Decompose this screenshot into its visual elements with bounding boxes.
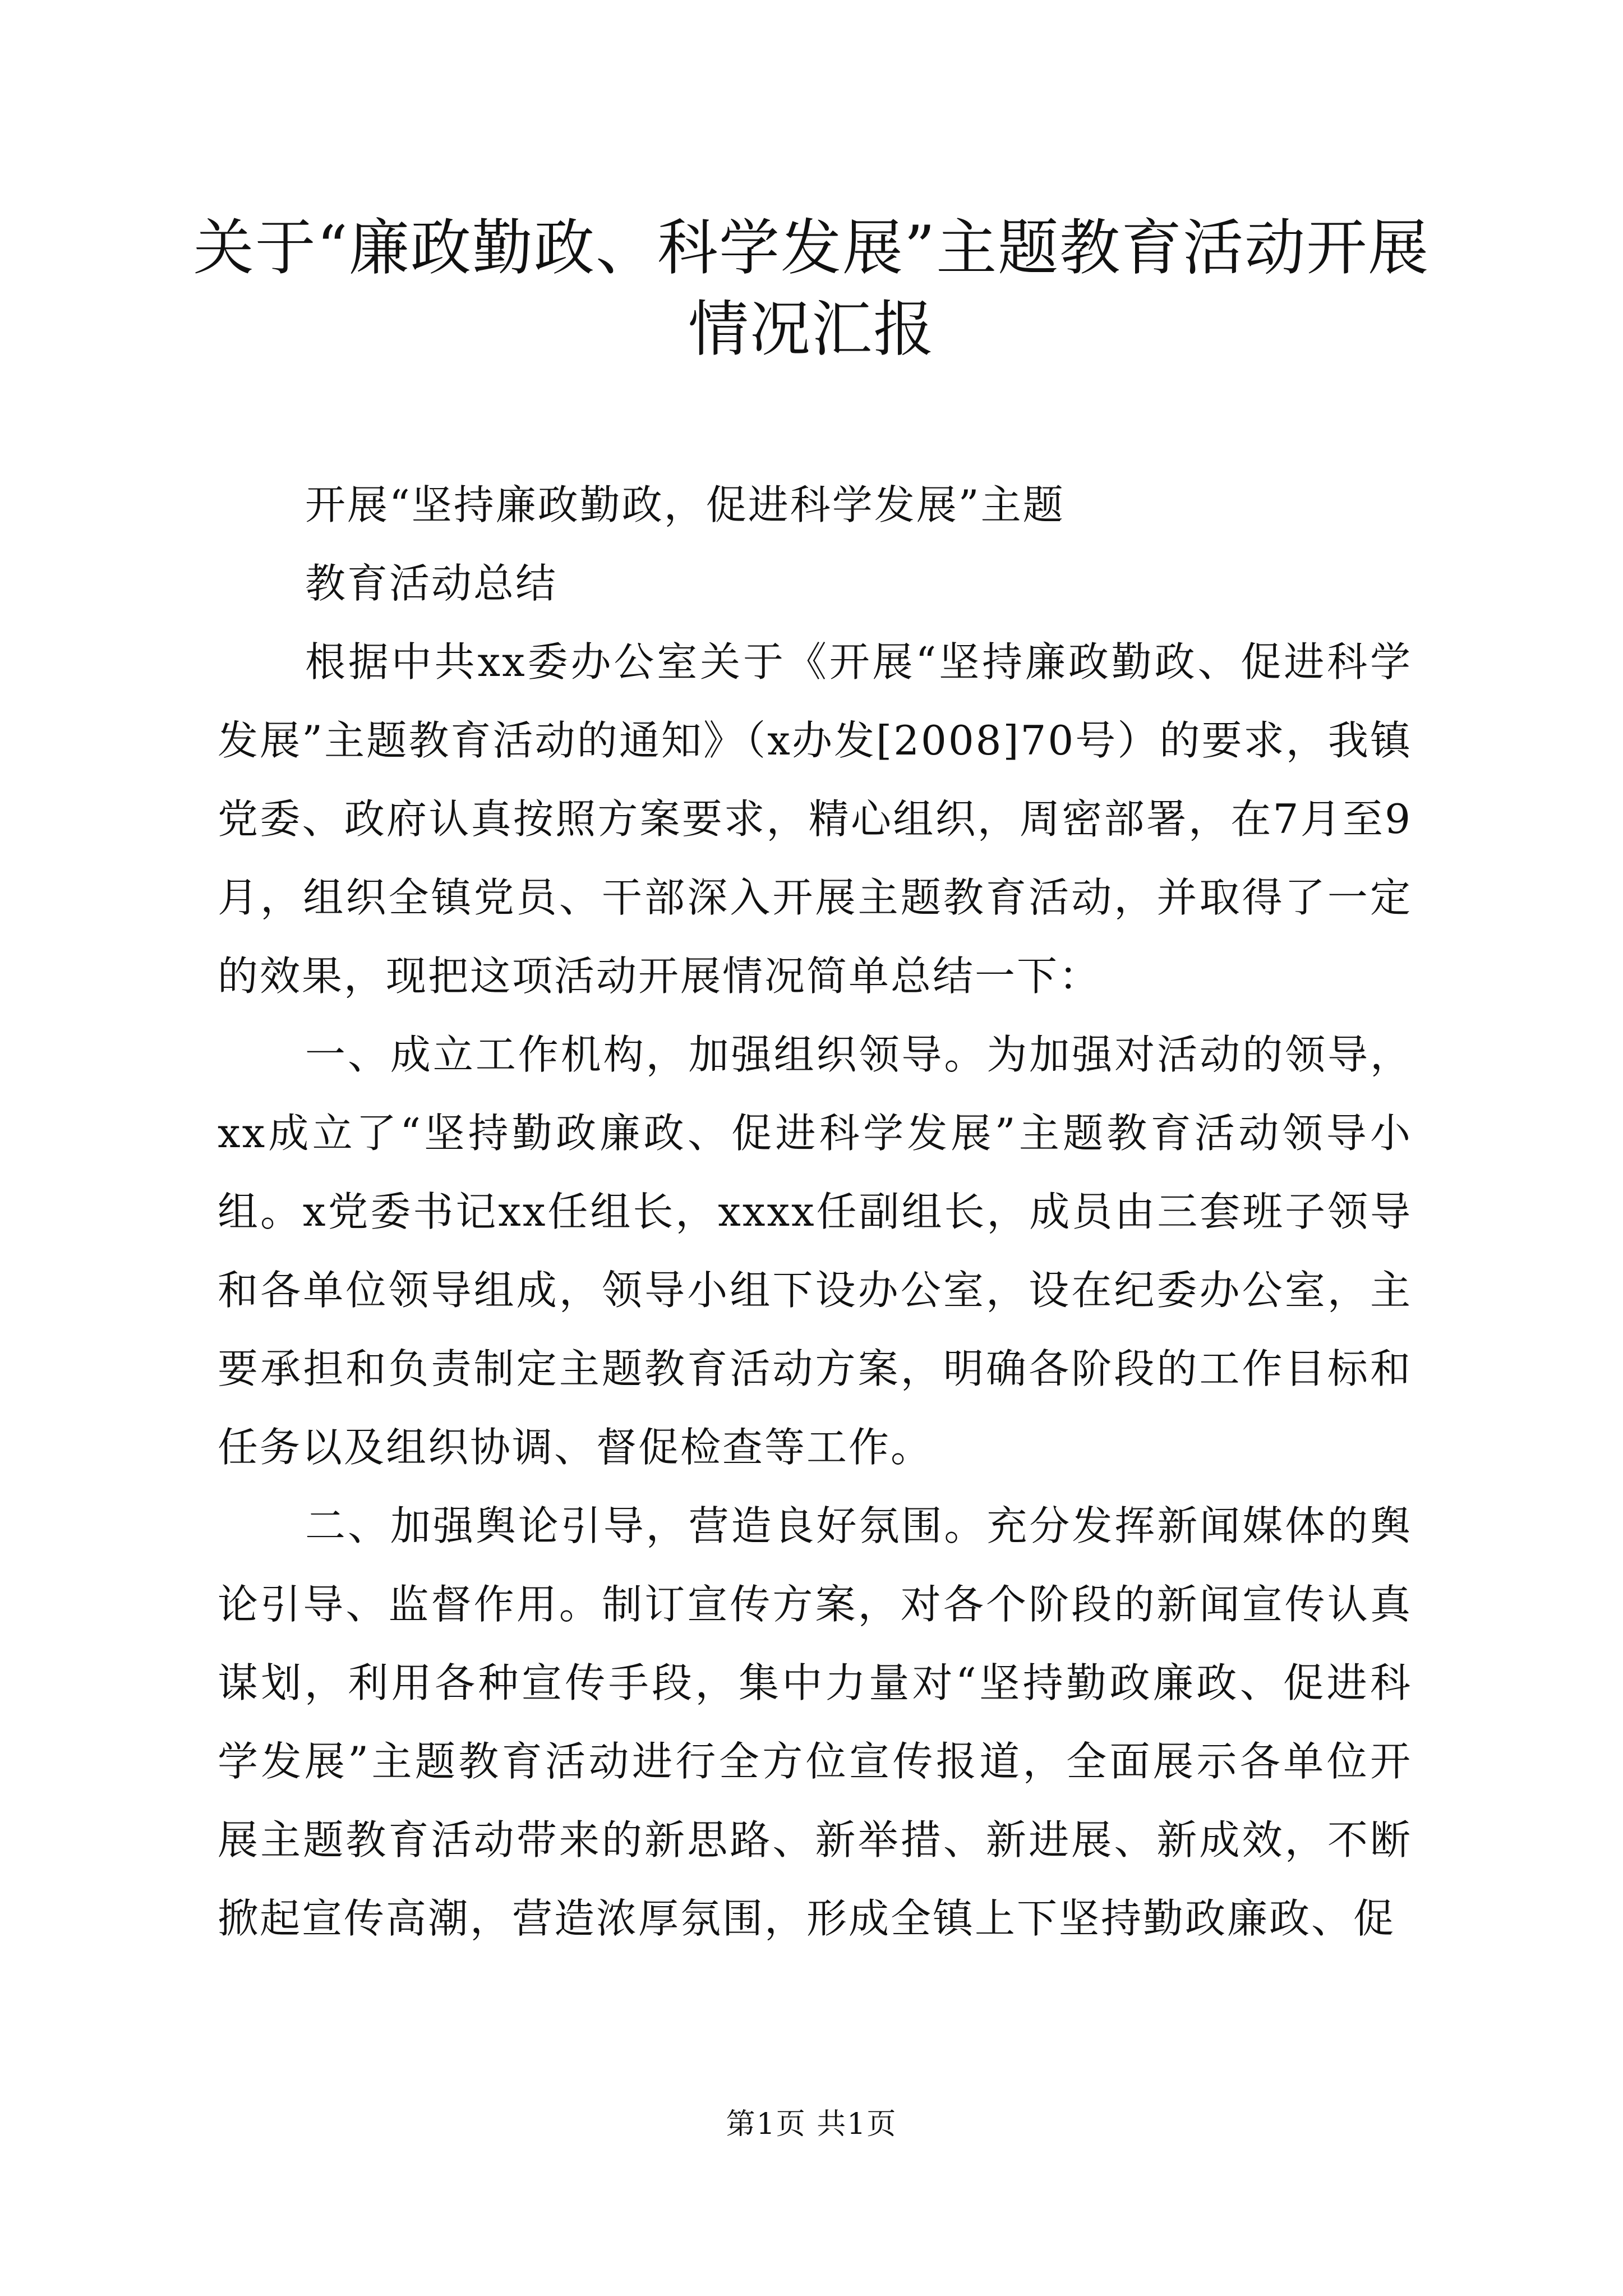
paragraph-subtitle-line-2: 教育活动总结 xyxy=(305,560,558,607)
paragraph-subtitle-line-1: 开展“坚持廉政勤政，促进科学发展”主题 xyxy=(305,481,1065,528)
paragraph-introduction: 根据中共xx委办公室关于《开展“坚持廉政勤政、促进科学发展”主题教育活动的通知》（x办发[2008]70号）的要求，我镇党委、政府认真按照方案要求，精心组织，周密部署，在7月至9月，组织全镇党员、干部深入开展主题教育活动，并取得了一定的效果，现把这项活动开展情况简单总结一下： xyxy=(218,638,1412,1000)
paragraph-section-one: 一、成立工作机构，加强组织领导。为加强对活动的领导，xx成立了“坚持勤政廉政、促进科学发展”主题教育活动领导小组。x党委书记xx任组长，xxxx任副组长，成员由三套班子领导和各单位领导组成，领导小组下设办公室，设在纪委办公室，主要承担和负责制定主题教育活动方案，明确各阶段的工作目标和任务以及组织协调、督促检查等工作。 xyxy=(218,1031,1412,1471)
document-title: 关于“廉政勤政、科学发展”主题教育活动开展情况汇报 xyxy=(193,213,1430,365)
paragraph-section-two: 二、加强舆论引导，营造良好氛围。充分发挥新闻媒体的舆论引导、监督作用。制订宣传方案，对各个阶段的新闻宣传认真谋划，利用各种宣传手段，集中力量对“坚持勤政廉政、促进科学发展”主题教育活动进行全方位宣传报道，全面展示各单位开展主题教育活动带来的新思路、新举措、新进展、新成效，不断掀起宣传高潮，营造浓厚氛围，形成全镇上下坚持勤政廉政、促 xyxy=(218,1502,1412,1942)
document-body xyxy=(218,466,1412,1958)
page-footer: 第1页 共1页 xyxy=(726,2108,897,2141)
